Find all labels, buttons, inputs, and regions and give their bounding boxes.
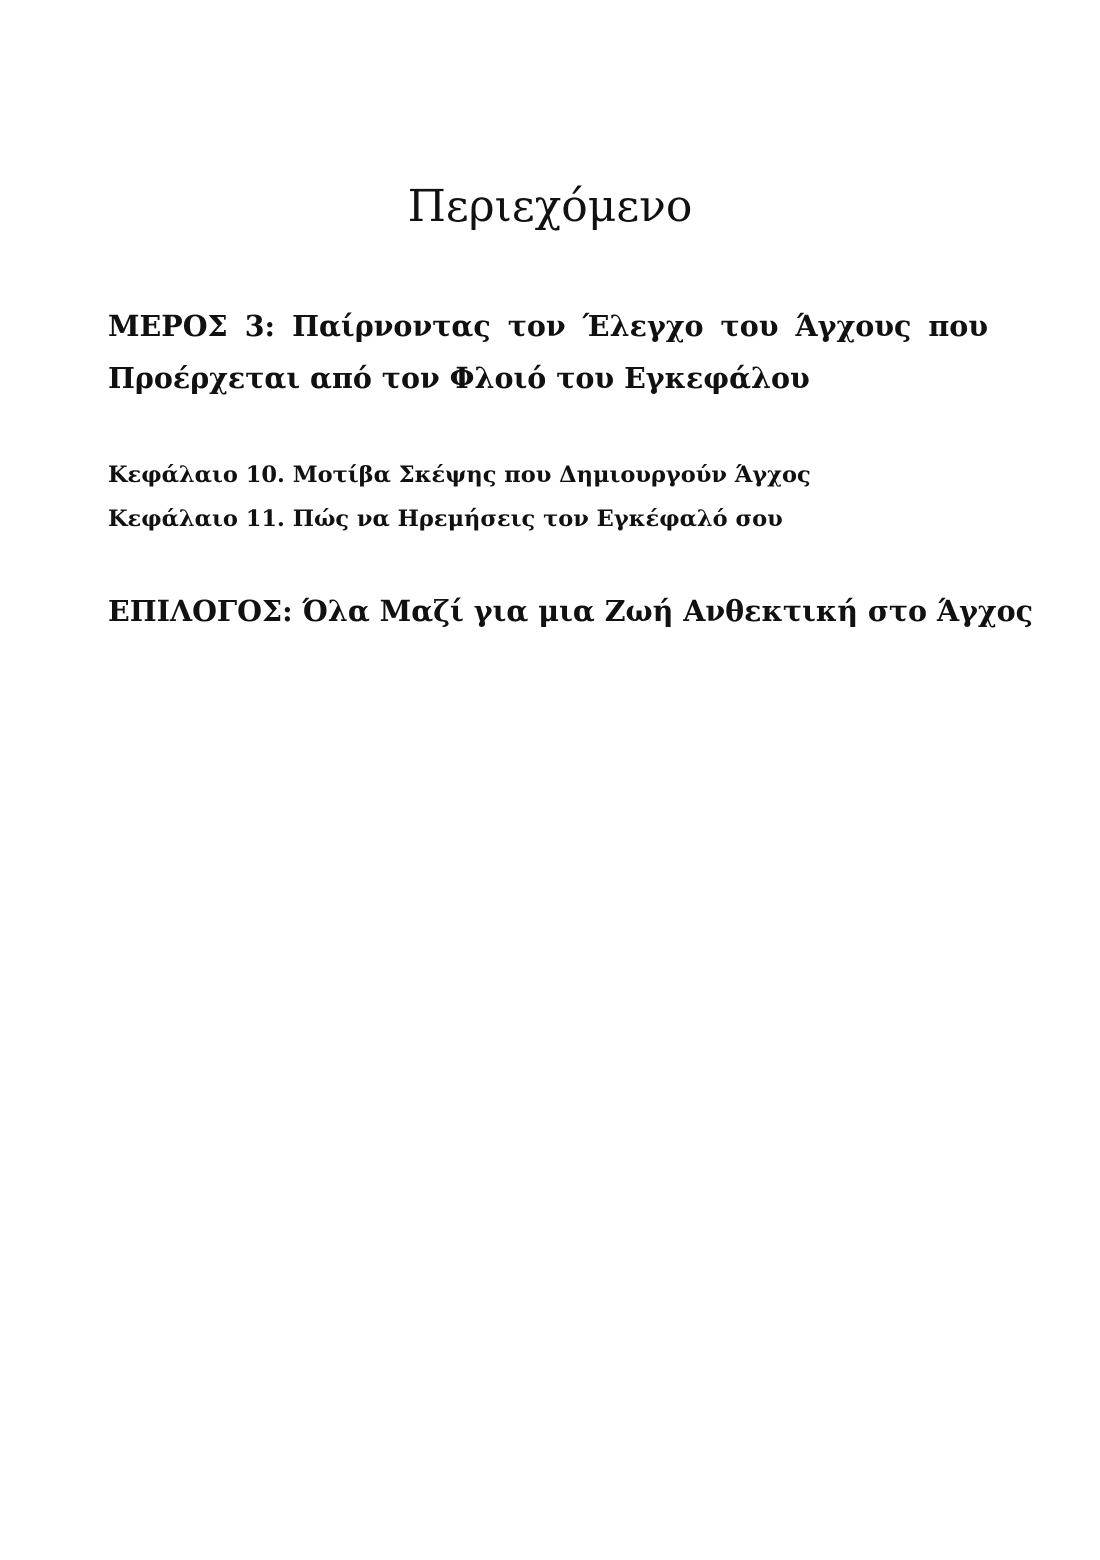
epilogue-heading: ΕΠΙΛΟΓΟΣ: Όλα Μαζί για μια Ζωή Ανθεκτική στο Άγχος (108, 594, 1033, 628)
page-title: Περιεχόμενο (407, 181, 693, 232)
chapter-item-11: Κεφάλαιο 11. Πώς να Ηρεμήσεις τον Εγκέφαλό σου (108, 506, 783, 532)
part-heading-line-1: ΜΕΡΟΣ 3: Παίρνοντας τον Έλεγχο του Άγχους που (108, 309, 988, 343)
part-heading (108, 300, 988, 404)
part-heading-line-2: Προέρχεται από τον Φλοιό του Εγκεφάλου (108, 361, 810, 395)
chapter-list (108, 453, 988, 541)
chapter-item-10: Κεφάλαιο 10. Μοτίβα Σκέψης που Δημιουργούν Άγχος (108, 462, 811, 488)
